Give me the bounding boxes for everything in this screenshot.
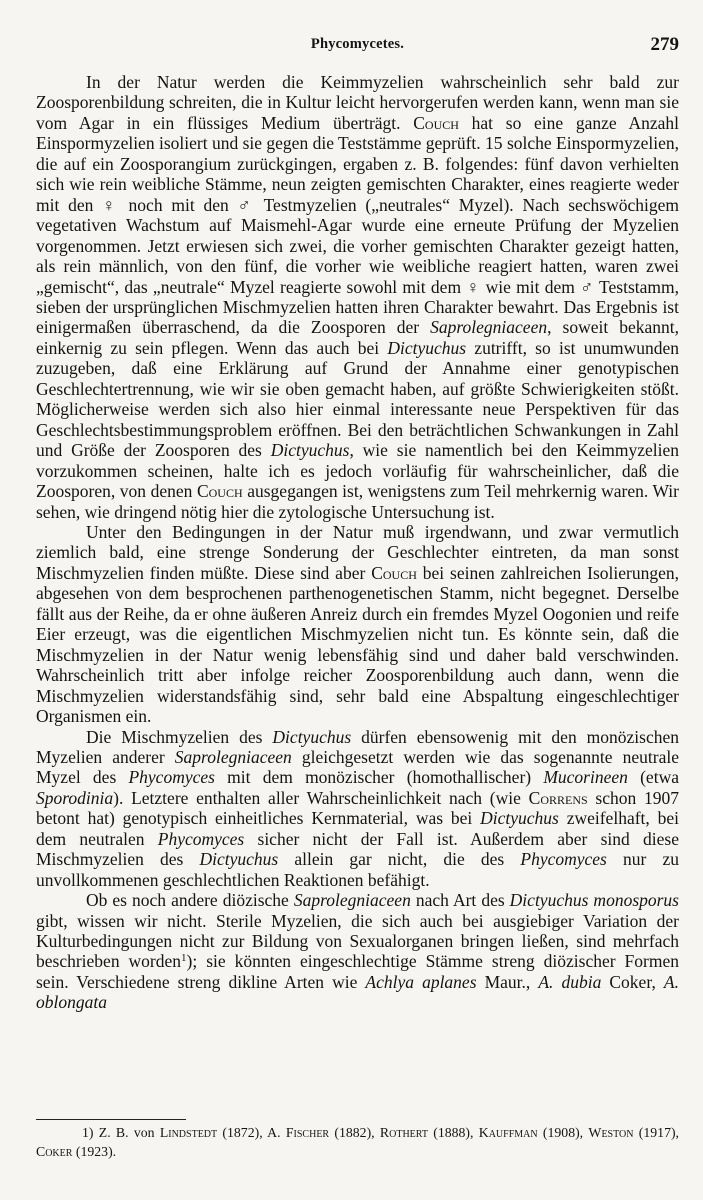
text-run: Die Mischmyzelien des <box>86 726 273 747</box>
text-run: nur zu unvollkommenen geschlechtlichen Reaktionen befähigt. <box>36 849 679 890</box>
text-run: zweifelhaft, bei dem neutralen <box>36 808 679 849</box>
text-run: Ob es noch andere diözische <box>86 890 294 911</box>
author-name: Kauffman <box>478 1125 538 1140</box>
text-run: In der Natur werden die Keimmyzelien wahrscheinlich sehr bald zur Zoosporenbildung schreiten, die in Kultur leicht hervorgerufen werden kann, wenn man sie vom Agar in ein flüssiges Medium überträgt. <box>36 72 679 133</box>
text-run: ); sie könnten eingeschlechtige Stämme streng diözischer Formen sein. Verschiedene streng dikline Arten wie <box>36 951 679 992</box>
author-name: Fischer <box>285 1125 330 1140</box>
paragraph-2 <box>36 522 679 727</box>
footnote-divider <box>36 1119 186 1120</box>
text-run: 1) Z. B. von <box>82 1125 160 1140</box>
text-run: , wie sie namentlich bei den Keimmyzelien vorzukommen scheinen, halte ich es jedoch vorläufig für wahrscheinlicher, daß die Zoosporen, von denen <box>36 440 679 502</box>
author-name: Weston <box>588 1125 634 1140</box>
footnote-1 <box>36 1124 679 1161</box>
text-run: , soweit bekannt, einkernig zu sein pflegen. Wenn das auch bei <box>36 317 679 358</box>
text-run: mit dem monözischer (homothallischer) <box>214 767 544 788</box>
paragraph-3 <box>36 727 679 891</box>
taxon-name: Mucorineen <box>543 767 628 788</box>
text-run: (1882), <box>329 1125 380 1140</box>
author-name: Correns <box>528 787 588 808</box>
text-run: hat so eine ganze Anzahl Einspormyzelien isoliert und sie gegen die Teststämme geprüft. 15 solche Einspormyzelien, die auf ein Zoosporangium zurückgingen, ergaben z. B. folgendes: fünf davon verhielten sich wie rein weibliche Stämme, neun zeigten gemischten Charakter, eines reagierte weder mit den ♀ noch mit den ♂ Testmyzelien („neutrales“ Myzel). Nach sechswöchigem vegetativen Wachstum auf Maismehl-Agar wurde eine erneute Prüfung der Myzelien vorgenommen. Jetzt erwiesen sich zwei, die vorher gemischten Charakter gezeigt hatten, als rein männlich, von den fünf, die vorher wie weibliche reagiert hatten, waren zwei „gemischt“, das „neutrale“ Myzel reagierte sowohl mit dem ♀ wie mit dem ♂ Teststamm, sieben der ursprünglichen Mischmyzelien hatten ihren Charakter bewahrt. Das Ergebnis ist einigermaßen überraschend, da die Zoosporen der <box>36 112 679 338</box>
text-run: zutrifft, so ist unumwunden zuzugeben, daß eine Erklärung auf Grund der Annahme einer genotypischen Geschlechtertrennung, wie wir sie oben gemacht haben, auf größte Schwierigkeiten stößt. Möglicherweise werden sich also hier einmal interessante neue Perspektiven für das Geschlechtsbestimmungsproblem eröffnen. Bei den beträchtlichen Schwankungen in Zahl und Größe der Zoosporen des <box>36 337 680 461</box>
taxon-name: Phycomyces <box>157 828 245 849</box>
text-run: Coker, <box>601 971 664 992</box>
body-text <box>36 72 679 1013</box>
taxon-name: Sporodinia <box>36 787 114 808</box>
text-run: nach Art des <box>410 890 510 911</box>
taxon-name: Dictyuchus <box>480 808 559 829</box>
taxon-name: Phycomyces <box>520 849 607 870</box>
taxon-name: Dictyuchus monosporus <box>509 890 679 911</box>
taxon-name: Saprolegniaceen <box>430 317 548 338</box>
taxon-name: Saprolegniaceen <box>293 890 411 911</box>
author-name: Coker <box>36 1143 73 1159</box>
author-name: Couch <box>413 112 459 133</box>
text-run: (1888), <box>427 1125 479 1140</box>
paragraph-4 <box>36 890 679 1013</box>
text-run: (1917), <box>633 1125 680 1140</box>
text-run: gibt, wissen wir nicht. Sterile Myzelien, die sich auch bei ausgiebiger Variation der Kulturbedingungen nicht zur Bildung von Sexualorganen bringen ließen, sind mehrfach beschrieben worden <box>36 910 679 972</box>
text-run: bei seinen zahlreichen Isolierungen, abgesehen von dem besprochenen parthenogenetischen Stamm, nicht begegnet. Derselbe fällt aus der Reihe, da er ohne äußeren Anreiz durch ein fremdes Myzel Oogonien und reife Eier erzeugt, was die eigentlichen Mischmyzelien nicht tun. Es könnte sein, daß die Mischmyzelien in der Natur wenig lebensfähig sind und daher bald verschwinden. Wahrscheinlich tritt aber infolge reicher Zoosporenbildung auch dann, wenn die Mischmyzelien widerstandsfähig sind, sehr bald eine Abspaltung eingeschlechtiger Organismen ein. <box>36 562 680 727</box>
text-run: (etwa <box>627 767 679 788</box>
author-name: Couch <box>196 481 243 502</box>
running-head <box>36 36 679 58</box>
footnote-reference[interactable]: 1 <box>181 952 187 965</box>
text-run: (1872), A. <box>217 1125 286 1140</box>
taxon-name: Dictyuchus <box>272 726 352 747</box>
text-run: sicher nicht der Fall ist. Außerdem aber sind diese Mischmyzelien des <box>36 828 679 870</box>
running-title: Phycomycetes. <box>310 36 405 52</box>
paragraph-1 <box>36 72 679 522</box>
text-run: gleichgesetzt werden wie das sogenannte neutrale Myzel des <box>36 746 679 788</box>
text-run: allein gar nicht, die des <box>278 849 521 870</box>
text-run: dürfen ebensowenig mit den monözischen Myzelien anderer <box>36 726 680 767</box>
taxon-name: A. dubia <box>538 971 602 992</box>
page-number: 279 <box>650 34 679 55</box>
text-run: (1908), <box>537 1125 589 1140</box>
taxon-name: Dictyuchus <box>199 849 279 870</box>
taxon-name: Saprolegniaceen <box>174 746 292 767</box>
text-run: Unter den Bedingungen in der Natur muß irgendwann, und zwar vermutlich ziemlich bald, eine strenge Sonderung der Geschlechter eintreten, da man sonst Mischmyzelien finden müßte. Diese sind aber <box>36 521 679 583</box>
author-name: Rothert <box>379 1125 428 1140</box>
author-name: Couch <box>371 562 417 583</box>
footnote-text <box>36 1124 679 1161</box>
taxon-name: Dictyuchus <box>270 440 350 461</box>
text-run: ausgegangen ist, wenigstens zum Teil mehrkernig waren. Wir sehen, wie dringend nötig hier die zytologische Untersuchung ist. <box>36 481 679 522</box>
text-run: (1923). <box>72 1143 117 1159</box>
taxon-name: Phycomyces <box>128 767 215 788</box>
text-run: schon 1907 betont hat) genotypisch einheitliches Kernmaterial, was bei <box>36 787 680 829</box>
taxon-name: A. oblongata <box>36 971 679 1013</box>
text-run: ). Letztere enthalten aller Wahrscheinlichkeit nach (wie <box>113 787 529 808</box>
author-name: Lindstedt <box>159 1125 218 1140</box>
text-run: Maur., <box>476 971 539 992</box>
taxon-name: Dictyuchus <box>387 337 467 358</box>
taxon-name: Achlya aplanes <box>365 971 477 992</box>
